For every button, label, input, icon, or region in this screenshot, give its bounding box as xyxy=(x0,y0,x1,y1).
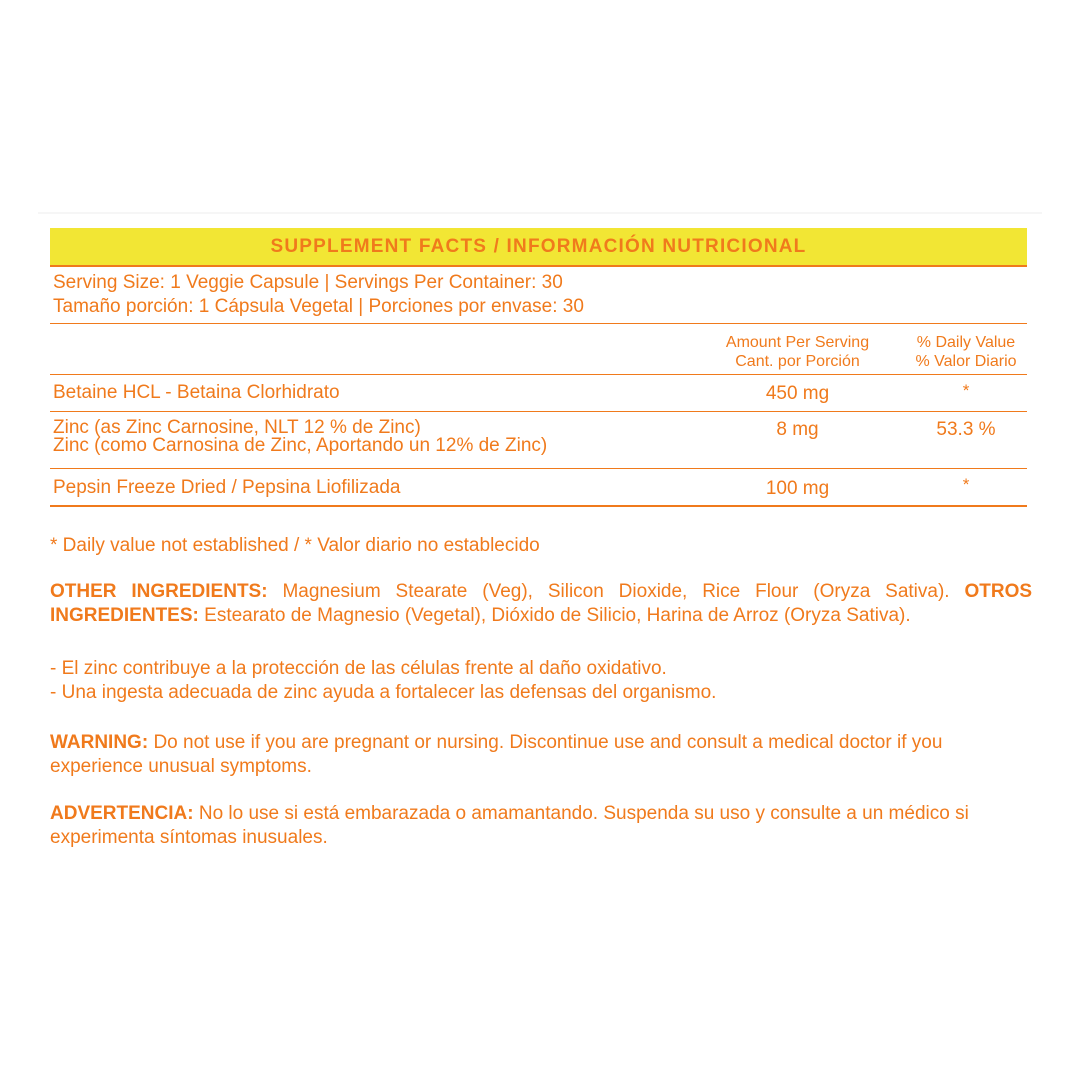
supplement-facts-table xyxy=(50,228,1027,507)
warning-es xyxy=(50,802,1032,850)
ingredient-name: Betaine HCL - Betaina Clorhidrato xyxy=(53,382,340,403)
warning-text: Do not use if you are pregnant or nursing. Discontinue use and consult a medical doctor if you experience unusual symptoms. xyxy=(50,732,943,777)
daily-value-column-header xyxy=(905,333,1027,371)
other-ingredients-label-es: OTROS INGREDIENTES: xyxy=(50,581,1033,626)
serving-info xyxy=(50,267,1027,324)
ingredient-amount: 450 mg xyxy=(765,383,830,404)
amount-header-en: Amount Per Serving xyxy=(725,334,870,351)
claim-item: - El zinc contribuye a la protección de las células frente al daño oxidativo. xyxy=(50,658,667,679)
dv-header-es: % Valor Diario xyxy=(915,353,1017,370)
other-ingredients-text-es: Estearato de Magnesio (Vegetal), Dióxido de Silicio, Harina de Arroz (Oryza Sativa). xyxy=(204,605,911,626)
table-header-row xyxy=(50,324,1027,375)
ingredient-daily-value: 53.3 % xyxy=(936,419,996,440)
dv-header-en: % Daily Value xyxy=(916,334,1016,351)
daily-value-footnote: * Daily value not established / * Valor diario no establecido xyxy=(50,535,540,556)
ingredient-name: Pepsin Freeze Dried / Pepsina Liofilizada xyxy=(53,477,401,498)
serving-line-es: Tamaño porción: 1 Cápsula Vegetal | Porciones por envase: 30 xyxy=(53,296,584,317)
claim-item: - Una ingesta adecuada de zinc ayuda a fortalecer las defensas del organismo. xyxy=(50,682,717,703)
ingredient-amount: 100 mg xyxy=(765,478,830,499)
table-row xyxy=(50,469,1027,507)
other-ingredients-text-en: Magnesium Stearate (Veg), Silicon Dioxide, Rice Flour (Oryza Sativa). xyxy=(282,581,950,602)
ingredient-amount: 8 mg xyxy=(776,419,819,440)
health-claims xyxy=(50,657,1032,705)
serving-line-en: Serving Size: 1 Veggie Capsule | Servings Per Container: 30 xyxy=(53,272,563,293)
ingredient-daily-value: * xyxy=(962,475,970,494)
supplement-facts-title: SUPPLEMENT FACTS / INFORMACIÓN NUTRICIONAL xyxy=(50,228,1027,267)
amount-header-es: Cant. por Porción xyxy=(735,353,860,370)
warning-label: WARNING: xyxy=(50,732,149,753)
ingredient-daily-value: * xyxy=(962,381,970,400)
ingredient-name-en: Zinc (as Zinc Carnosine, NLT 12 % de Zinc) xyxy=(53,417,421,438)
advertencia-label: ADVERTENCIA: xyxy=(50,803,194,824)
amount-column-header xyxy=(690,333,905,371)
table-row xyxy=(50,375,1027,412)
table-row xyxy=(50,412,1027,469)
other-ingredients xyxy=(50,580,1032,628)
ingredient-name-es: Zinc (como Carnosina de Zinc, Aportando un 12% de Zinc) xyxy=(53,435,548,456)
advertencia-text: No lo use si está embarazada o amamantando. Suspenda su uso y consulte a un médico si experimenta síntomas inusuales. xyxy=(50,803,969,848)
warning-en xyxy=(50,731,1032,779)
other-ingredients-label-en: OTHER INGREDIENTS: xyxy=(50,581,268,602)
